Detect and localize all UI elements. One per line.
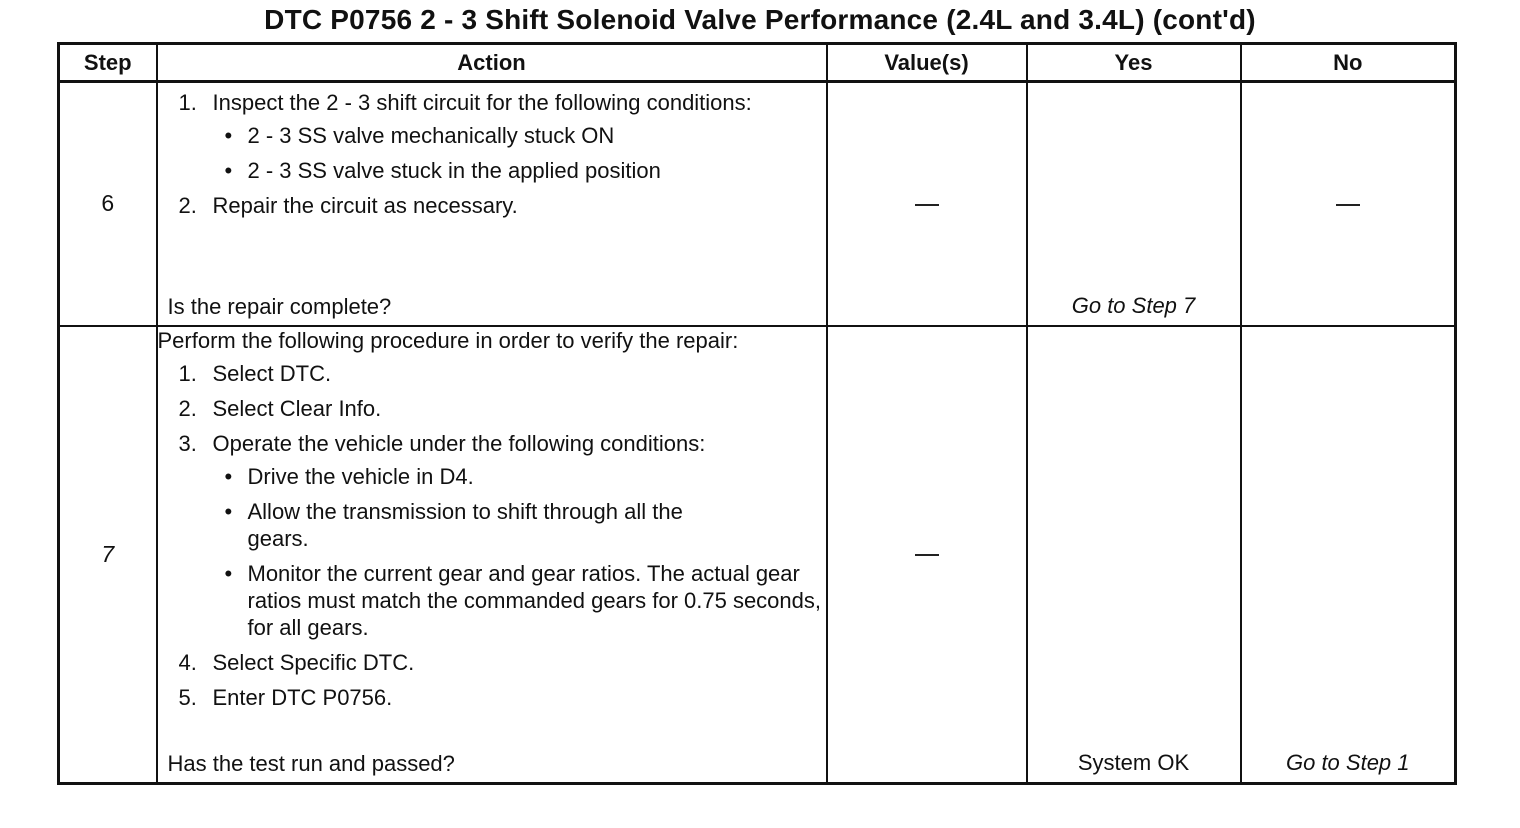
condition-list: [213, 463, 826, 641]
value-cell: [827, 82, 1027, 326]
em-dash: [915, 554, 939, 556]
action-step: [158, 430, 826, 641]
step-number: 7: [59, 326, 157, 784]
condition-item: • Allow the transmission to shift through all the gears.: [213, 498, 826, 552]
page-title: DTC P0756 2 - 3 Shift Solenoid Valve Performance (2.4L and 3.4L) (cont'd): [264, 4, 1256, 35]
action-step: [158, 360, 826, 387]
step-number: 6: [59, 82, 157, 326]
yes-label: System OK: [1077, 750, 1190, 775]
header-values: Value(s): [827, 44, 1027, 82]
action-steps: [158, 360, 826, 711]
action-step: [158, 192, 826, 219]
action-cell: [157, 82, 827, 326]
em-dash: [1336, 204, 1360, 206]
diagnostic-table: [57, 42, 1457, 785]
header-row: [59, 44, 1456, 82]
table-row: [59, 326, 1456, 784]
condition-item: • Monitor the current gear and gear ratios. The actual gear ratios must match the commanded gears for 0.75 seconds, for all gears.: [213, 560, 826, 641]
step-item-number: 5.: [178, 684, 197, 710]
value-cell: [827, 326, 1027, 784]
step-item-text: Select DTC.: [212, 360, 332, 386]
header-yes: Yes: [1027, 44, 1241, 82]
header-action: Action: [157, 44, 827, 82]
yes-label: Go to Step 7: [1071, 292, 1196, 318]
no-cell: [1241, 326, 1456, 784]
condition-item: • Drive the vehicle in D4.: [213, 463, 826, 490]
action-cell: [157, 326, 827, 784]
step-item-text: Repair the circuit as necessary.: [212, 193, 518, 218]
condition-item: • 2 - 3 SS valve mechanically stuck ON: [213, 122, 826, 149]
step-item-text: Select Clear Info.: [212, 395, 382, 421]
action-step: [158, 684, 826, 711]
action-step: [158, 89, 826, 184]
yes-cell: [1027, 82, 1241, 326]
step-item-text: Select Specific DTC.: [212, 649, 415, 675]
table-row: [59, 82, 1456, 326]
no-label: Go to Step 1: [1285, 750, 1410, 775]
step-item-text: Inspect the 2 - 3 shift circuit for the following conditions:: [212, 90, 752, 115]
action-step: [158, 395, 826, 422]
step-item-number: 2.: [178, 193, 197, 218]
yes-cell: [1027, 326, 1241, 784]
action-step: [158, 649, 826, 676]
step-item-text: Enter DTC P0756.: [212, 684, 393, 710]
step-item-text: Operate the vehicle under the following conditions:: [212, 430, 706, 456]
no-cell: [1241, 82, 1456, 326]
step-item-number: 4.: [178, 649, 197, 675]
step-item-number: 2.: [178, 395, 197, 421]
action-steps: [158, 89, 826, 219]
condition-list: [213, 122, 826, 184]
step-item-number: 3.: [178, 430, 197, 456]
action-question: Is the repair complete?: [167, 293, 392, 319]
action-intro: Perform the following procedure in order to verify the repair:: [157, 327, 739, 353]
step-item-number: 1.: [178, 90, 197, 115]
em-dash: [915, 204, 939, 206]
step-item-number: 1.: [178, 360, 197, 386]
header-step: Step: [59, 44, 157, 82]
condition-item: • 2 - 3 SS valve stuck in the applied position: [213, 157, 826, 184]
action-question: Has the test run and passed?: [167, 751, 455, 776]
header-no: No: [1241, 44, 1456, 82]
